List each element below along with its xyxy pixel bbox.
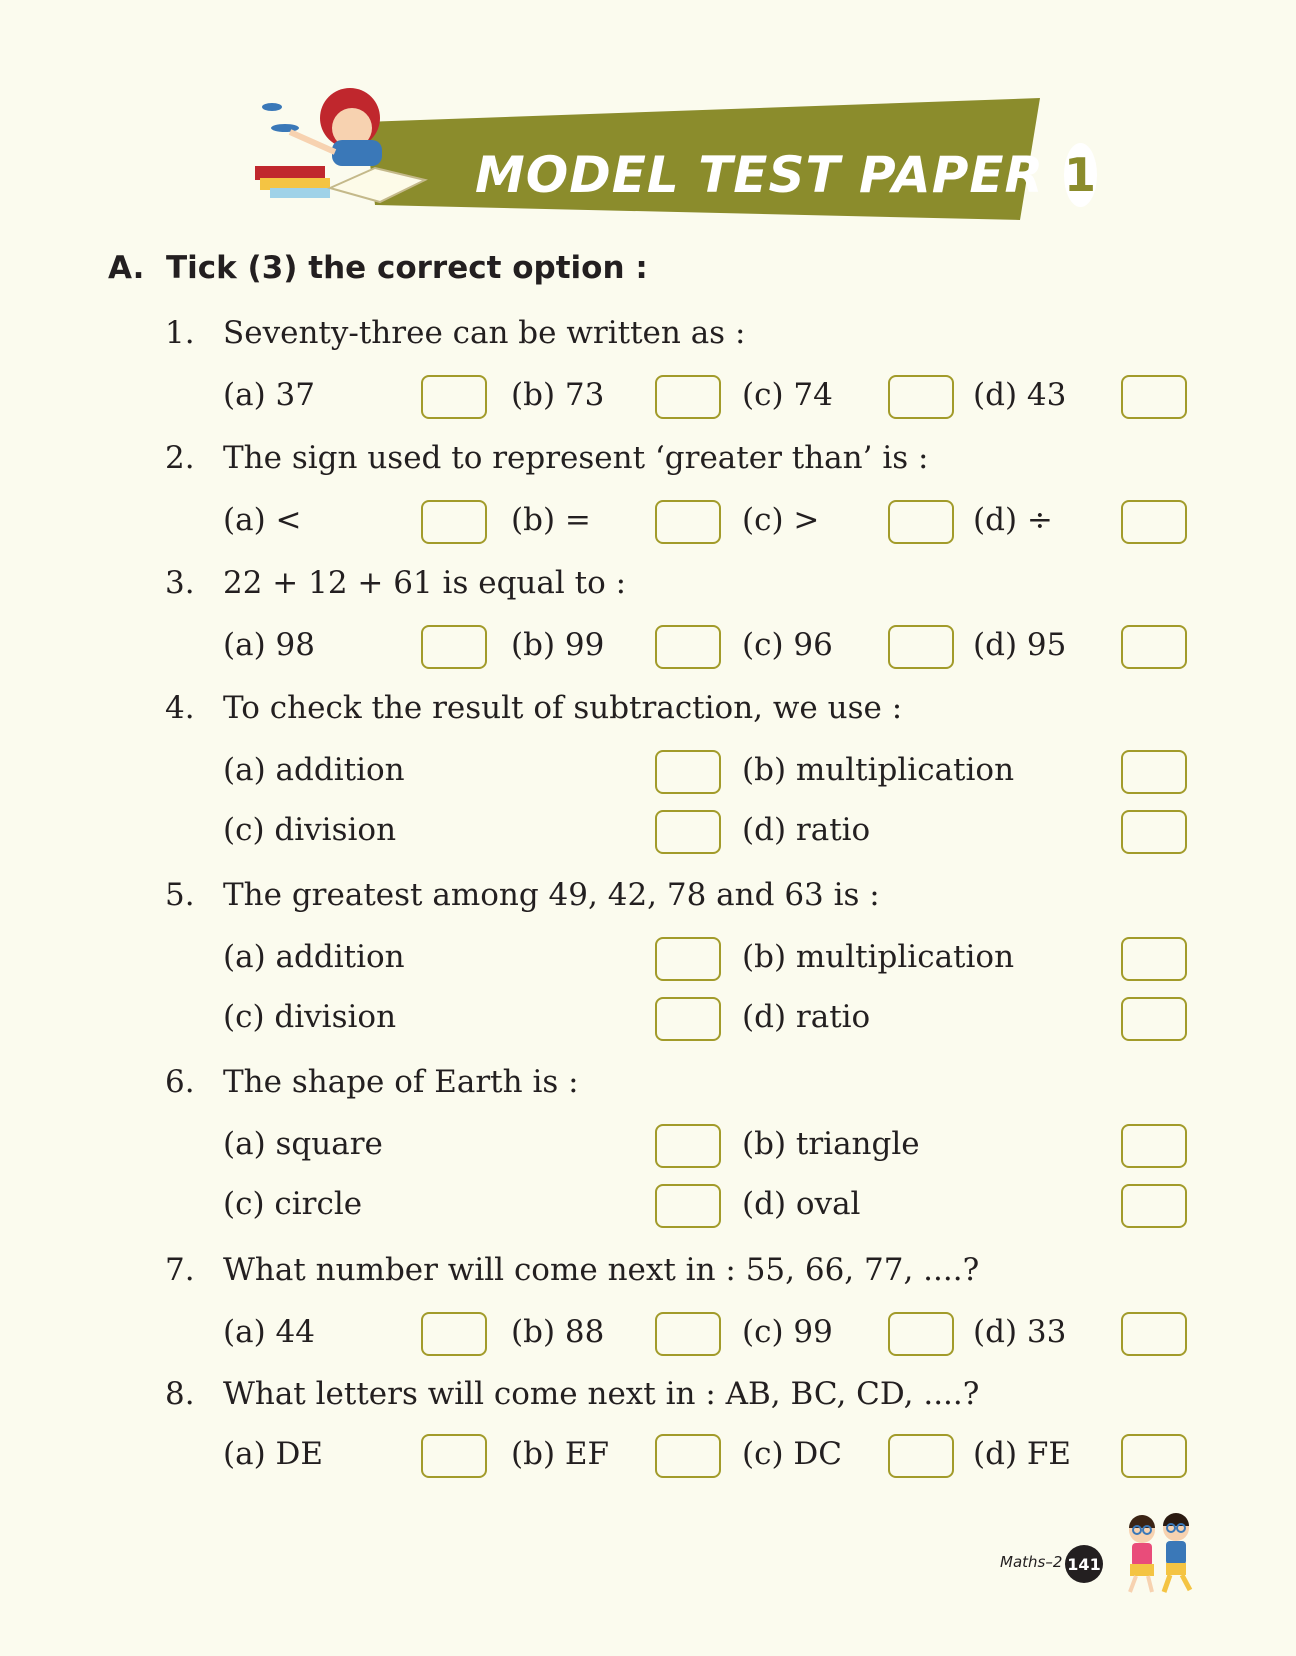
- question-text: Seventy-three can be written as :: [223, 315, 746, 351]
- question-1: [165, 315, 745, 351]
- footer-book-label: Maths–2: [1000, 1553, 1063, 1571]
- option-2b: (b) =: [511, 502, 591, 538]
- tick-box-6d[interactable]: [1121, 1184, 1187, 1228]
- option-7d: (d) 33: [973, 1314, 1067, 1350]
- option-1b: (b) 73: [511, 377, 605, 413]
- tick-box-7d[interactable]: [1121, 1312, 1187, 1356]
- option-3b: (b) 99: [511, 627, 605, 663]
- tick-box-5d[interactable]: [1121, 997, 1187, 1041]
- option-4d: (d) ratio: [742, 812, 871, 848]
- question-text: What number will come next in : 55, 66, 77, ....?: [223, 1252, 980, 1288]
- option-3d: (d) 95: [973, 627, 1067, 663]
- section-heading: [108, 250, 648, 286]
- option-4a: (a) addition: [223, 752, 405, 788]
- tick-box-8d[interactable]: [1121, 1434, 1187, 1478]
- question-number: 1.: [165, 315, 195, 351]
- page-number: 141: [1065, 1545, 1103, 1583]
- question-5: [165, 877, 880, 913]
- tick-box-8b[interactable]: [655, 1434, 721, 1478]
- tick-box-7b[interactable]: [655, 1312, 721, 1356]
- section-letter: A.: [108, 250, 145, 286]
- tick-box-2b[interactable]: [655, 500, 721, 544]
- question-text: The greatest among 49, 42, 78 and 63 is :: [223, 877, 880, 913]
- title-banner: [250, 80, 1098, 230]
- tick-box-3b[interactable]: [655, 625, 721, 669]
- banner-number: 1: [1064, 143, 1097, 207]
- section-instruction: Tick (3) the correct option :: [166, 250, 648, 286]
- option-8a: (a) DE: [223, 1436, 324, 1472]
- tick-box-1d[interactable]: [1121, 375, 1187, 419]
- tick-box-5c[interactable]: [655, 997, 721, 1041]
- option-7b: (b) 88: [511, 1314, 605, 1350]
- tick-box-1b[interactable]: [655, 375, 721, 419]
- option-6c: (c) circle: [223, 1186, 363, 1222]
- tick-box-5b[interactable]: [1121, 937, 1187, 981]
- tick-box-4a[interactable]: [655, 750, 721, 794]
- tick-box-2a[interactable]: [421, 500, 487, 544]
- option-3a: (a) 98: [223, 627, 315, 663]
- tick-box-1c[interactable]: [888, 375, 954, 419]
- tick-box-3c[interactable]: [888, 625, 954, 669]
- tick-box-6a[interactable]: [655, 1124, 721, 1168]
- option-5d: (d) ratio: [742, 999, 871, 1035]
- tick-box-4b[interactable]: [1121, 750, 1187, 794]
- option-5a: (a) addition: [223, 939, 405, 975]
- question-7: [165, 1252, 979, 1288]
- option-5b: (b) multiplication: [742, 939, 1015, 975]
- option-8d: (d) FE: [973, 1436, 1072, 1472]
- tick-box-5a[interactable]: [655, 937, 721, 981]
- tick-box-2c[interactable]: [888, 500, 954, 544]
- question-8: [165, 1376, 979, 1412]
- tick-box-7a[interactable]: [421, 1312, 487, 1356]
- question-number: 3.: [165, 565, 195, 601]
- question-6: [165, 1064, 579, 1100]
- option-4c: (c) division: [223, 812, 397, 848]
- option-4b: (b) multiplication: [742, 752, 1015, 788]
- option-1a: (a) 37: [223, 377, 315, 413]
- option-6d: (d) oval: [742, 1186, 861, 1222]
- question-text: 22 + 12 + 61 is equal to :: [223, 565, 627, 601]
- kids-walking-icon: [1110, 1512, 1210, 1597]
- question-number: 8.: [165, 1376, 195, 1412]
- tick-box-8a[interactable]: [421, 1434, 487, 1478]
- option-3c: (c) 96: [742, 627, 833, 663]
- option-2a: (a) <: [223, 502, 302, 538]
- tick-box-8c[interactable]: [888, 1434, 954, 1478]
- option-1c: (c) 74: [742, 377, 833, 413]
- option-2d: (d) ÷: [973, 502, 1053, 538]
- option-1d: (d) 43: [973, 377, 1067, 413]
- option-8c: (c) DC: [742, 1436, 842, 1472]
- question-text: The sign used to represent ‘greater than’ is :: [223, 440, 929, 476]
- tick-box-7c[interactable]: [888, 1312, 954, 1356]
- banner-title: [475, 135, 1098, 215]
- question-number: 2.: [165, 440, 195, 476]
- question-text: To check the result of subtraction, we use :: [223, 690, 903, 726]
- question-number: 6.: [165, 1064, 195, 1100]
- tick-box-4d[interactable]: [1121, 810, 1187, 854]
- tick-box-4c[interactable]: [655, 810, 721, 854]
- option-7a: (a) 44: [223, 1314, 315, 1350]
- tick-box-1a[interactable]: [421, 375, 487, 419]
- question-3: [165, 565, 626, 601]
- option-5c: (c) division: [223, 999, 397, 1035]
- option-6b: (b) triangle: [742, 1126, 920, 1162]
- question-4: [165, 690, 902, 726]
- tick-box-3d[interactable]: [1121, 625, 1187, 669]
- question-number: 7.: [165, 1252, 195, 1288]
- tick-box-6c[interactable]: [655, 1184, 721, 1228]
- option-7c: (c) 99: [742, 1314, 833, 1350]
- question-number: 4.: [165, 690, 195, 726]
- banner-title-text: MODEL TEST PAPER: [475, 146, 1045, 204]
- question-2: [165, 440, 928, 476]
- question-number: 5.: [165, 877, 195, 913]
- question-text: What letters will come next in : AB, BC, CD, ....?: [223, 1376, 980, 1412]
- tick-box-3a[interactable]: [421, 625, 487, 669]
- question-text: The shape of Earth is :: [223, 1064, 579, 1100]
- option-6a: (a) square: [223, 1126, 383, 1162]
- tick-box-2d[interactable]: [1121, 500, 1187, 544]
- option-8b: (b) EF: [511, 1436, 610, 1472]
- tick-box-6b[interactable]: [1121, 1124, 1187, 1168]
- option-2c: (c) >: [742, 502, 820, 538]
